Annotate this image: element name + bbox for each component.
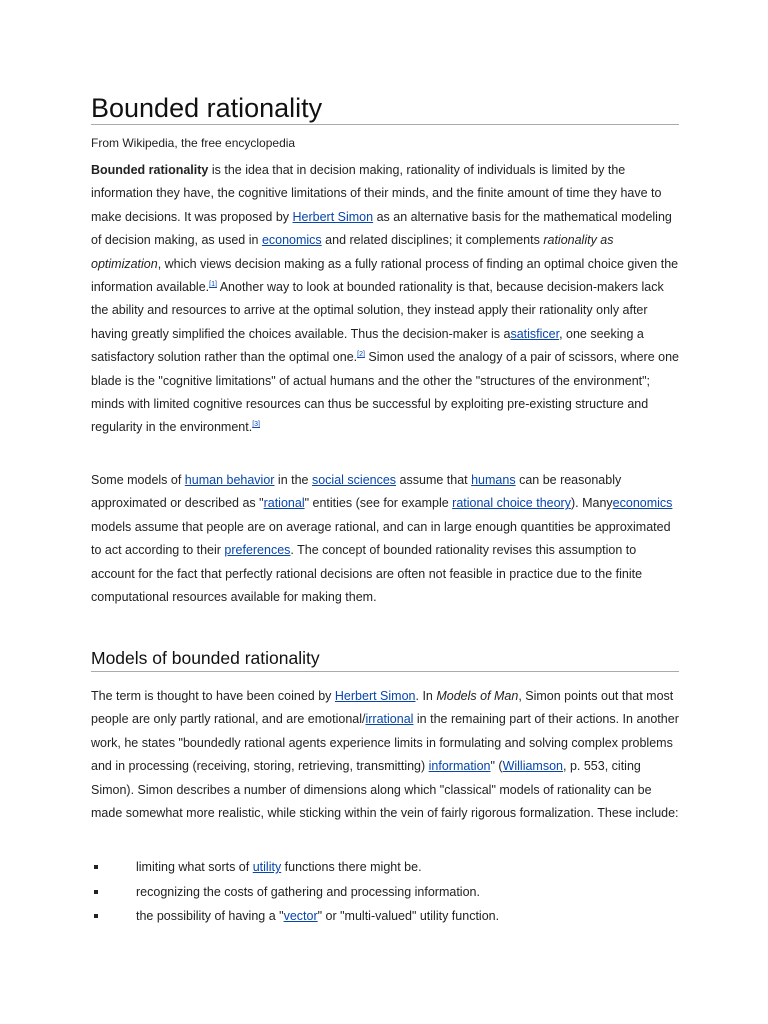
italic-title: Models of Man bbox=[436, 689, 519, 703]
text: in the remaining part of their actions. In another work, he states "boundedly rational agents experience limits in formulating and solving complex problems and in processing (receiving, storing, retrieving, transmitting) bbox=[91, 712, 679, 774]
bullet-icon bbox=[94, 890, 98, 894]
text: " or "multi-valued" utility function. bbox=[317, 909, 500, 923]
list-item bbox=[91, 855, 679, 880]
text: and related disciplines; it complements bbox=[321, 233, 544, 248]
text: , which views decision making as a fully rational process of finding an optimal choice given the information available. bbox=[91, 256, 679, 295]
text: , p. 553, citing Simon). Simon describes a number of dimensions along which "classical" models of rationality can be made somewhat more realistic, while sticking within the vein of fairly rigorous formalization. These include: bbox=[91, 759, 679, 821]
text: recognizing the costs of gathering and processing information. bbox=[136, 884, 480, 899]
link-rational-choice-theory[interactable]: rational choice theory bbox=[452, 496, 571, 511]
link-preferences[interactable]: preferences bbox=[224, 543, 291, 558]
text: models assume that people are on average rational, and can in large enough quantities be approximated to act according to their bbox=[91, 519, 671, 558]
bullet-icon bbox=[94, 914, 98, 918]
link-humans[interactable]: humans bbox=[471, 473, 516, 487]
link-human-behavior[interactable]: human behavior bbox=[184, 473, 275, 487]
text: , Simon points out that most people are only partly rational, and are emotional/ bbox=[91, 689, 674, 727]
text: " entities (see for example bbox=[304, 496, 453, 511]
bold-term: Bounded rationality bbox=[91, 163, 209, 177]
text: " ( bbox=[490, 759, 503, 774]
link-irrational[interactable]: irrational bbox=[365, 712, 414, 727]
text: in the bbox=[274, 473, 312, 487]
italic-term: rationality as optimization bbox=[91, 233, 614, 271]
bullet-icon bbox=[94, 865, 98, 869]
text: can be reasonably approximated or described as " bbox=[91, 473, 622, 511]
link-rational[interactable]: rational bbox=[263, 496, 305, 511]
link-satisficer[interactable]: satisficer bbox=[510, 326, 560, 341]
link-vector[interactable]: vector bbox=[283, 909, 318, 923]
link-economics-2[interactable]: economics bbox=[612, 496, 673, 511]
models-intro-paragraph bbox=[91, 469, 679, 609]
text: assume that bbox=[396, 473, 472, 487]
reference-1[interactable]: [1] bbox=[209, 280, 217, 288]
bullet-list bbox=[91, 855, 679, 929]
text: is the idea that in decision making, rationality of individuals is limited by the information they have, the cognitive limitations of their minds, and the finite amount of time they have to make decisions. It was proposed by bbox=[91, 163, 662, 224]
text: . The concept of bounded rationality revises this assumption to account for the fact that perfectly rational decisions are often not feasible in practice due to the finite computational resources available for making them. bbox=[91, 543, 643, 605]
section-paragraph bbox=[91, 685, 679, 825]
page-title: Bounded rationality bbox=[91, 93, 323, 123]
list-item bbox=[91, 904, 679, 929]
reference-3[interactable]: [3] bbox=[252, 421, 260, 429]
text: . In bbox=[415, 689, 437, 703]
list-item bbox=[91, 880, 679, 905]
site-tagline: From Wikipedia, the free encyclopedia bbox=[91, 136, 296, 150]
link-economics[interactable]: economics bbox=[261, 233, 322, 248]
link-social-sciences[interactable]: social sciences bbox=[311, 473, 397, 487]
reference-2[interactable]: [2] bbox=[357, 351, 365, 359]
text: The term is thought to have been coined by bbox=[91, 689, 335, 703]
text: the possibility of having a " bbox=[136, 909, 284, 923]
text: as an alternative basis for the mathematical modeling of decision making, as used in bbox=[91, 209, 672, 248]
text: Some models of bbox=[91, 473, 185, 487]
section-divider bbox=[91, 671, 679, 672]
text: Another way to look at bounded rationality is that, because decision-makers lack the ability and resources to arrive at the optimal solution, they instead apply their rationality only after having greatly simplified the choices available. Thus the decision-maker is a bbox=[91, 280, 664, 341]
intro-paragraph bbox=[91, 159, 679, 440]
link-information[interactable]: information bbox=[428, 759, 491, 774]
text: functions there might be. bbox=[281, 860, 422, 874]
section-heading: Models of bounded rationality bbox=[91, 648, 320, 668]
text: limiting what sorts of bbox=[136, 860, 253, 874]
link-williamson[interactable]: Williamson bbox=[502, 759, 564, 774]
text: ). Many bbox=[570, 496, 613, 511]
text: , one seeking a satisfactory solution rather than the optimal one. bbox=[91, 326, 644, 365]
text: Simon used the analogy of a pair of scissors, where one blade is the "cognitive limitations" of actual humans and the other the "structures of the environment"; minds with limited cognitive resources can thus be successful by exploiting pre-existing structure and regularity in the environment. bbox=[91, 350, 679, 435]
title-divider bbox=[91, 124, 679, 125]
link-herbert-simon[interactable]: Herbert Simon bbox=[292, 209, 374, 224]
link-herbert-simon-2[interactable]: Herbert Simon bbox=[334, 689, 416, 703]
link-utility[interactable]: utility bbox=[252, 860, 282, 874]
